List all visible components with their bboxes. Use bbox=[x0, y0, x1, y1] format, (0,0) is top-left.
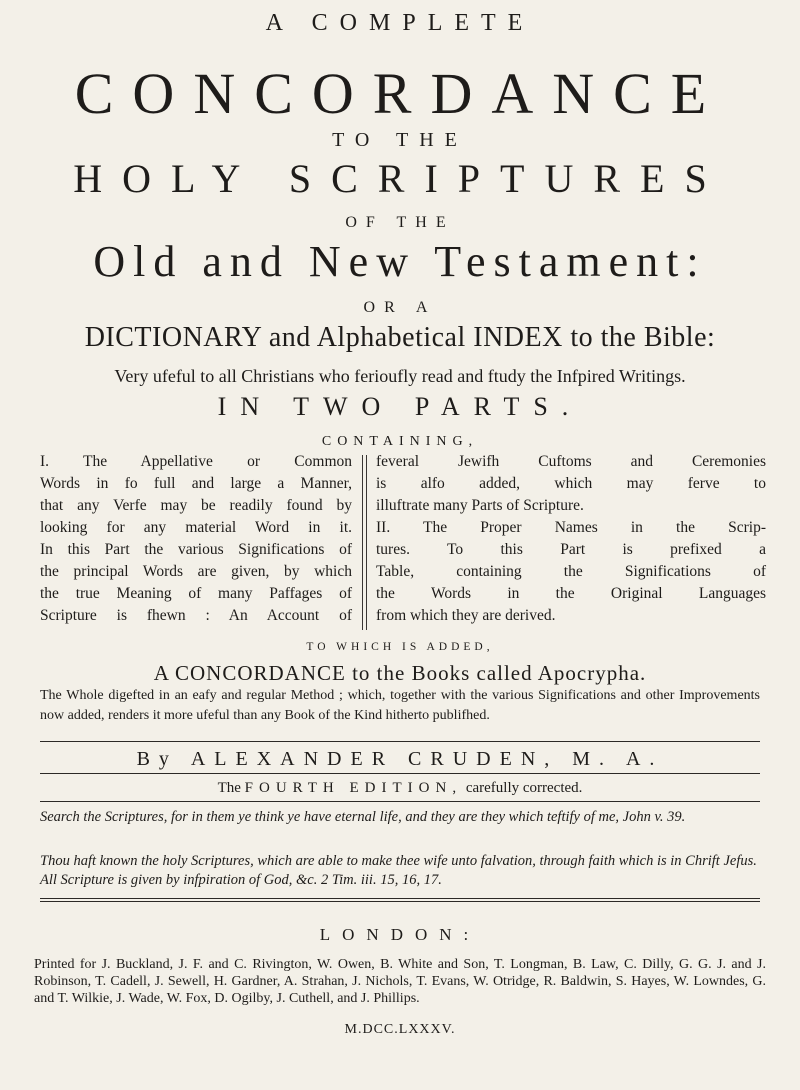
column-line: Scripture is fhewn : An Account of bbox=[40, 607, 352, 624]
column-line: tures. To this Part is prefixed a bbox=[376, 541, 766, 558]
to-the-line: TO THE bbox=[332, 129, 468, 151]
author-rule bbox=[40, 773, 760, 774]
column-divider bbox=[362, 455, 363, 630]
column-line: In this Part the various Significations of bbox=[40, 541, 352, 558]
edition-the: The bbox=[217, 780, 241, 796]
whole-digested-paragraph: The Whole digefted in an eafy and regular Method ; which, together with the various Significations and other Improvements now added, renders it more ufeful than any Book of the Kind hitherto publifhed. bbox=[40, 688, 760, 723]
bottom-rule-double bbox=[40, 901, 760, 902]
part-two-column bbox=[370, 451, 766, 627]
column-line: the principal Words are given, by which bbox=[40, 563, 352, 580]
column-divider bbox=[366, 455, 367, 630]
column-line: II. The Proper Names in the Scrip- bbox=[376, 519, 766, 536]
column-line: the Words in the Original Languages bbox=[376, 585, 766, 602]
useful-to-christians-line: Very ufeful to all Christians who ferioufly read and ftudy the Infpired Writings. bbox=[114, 366, 686, 386]
column-line: is alfo added, which may ferve to bbox=[376, 475, 766, 492]
old-new-testament-heading: Old and New Testament: bbox=[93, 237, 707, 286]
of-the-line: OF THE bbox=[345, 214, 455, 231]
printed-for-paragraph: Printed for J. Buckland, J. F. and C. Rivington, W. Owen, B. White and Son, T. Longman, B. Law, C. Dilly, G. G. J. and J. Robinson, T. Cadell, J. Sewell, H. Gardner, A. Strahan, J. Nichols, T. Evans, W. Otridge, R. Baldwin, S. Hayes, W. Lowndes, G. and T. Wilkie, J. Wade, W. Fox, D. Ogilby, J. Cuthell, and J. Phillips. bbox=[34, 957, 766, 1006]
column-line: I. The Appellative or Common bbox=[40, 453, 352, 470]
edition-corrected: carefully corrected. bbox=[465, 780, 583, 796]
column-line: from which they are derived. bbox=[376, 607, 556, 624]
column-line: feveral Jewifh Cuftoms and Ceremonies bbox=[376, 453, 766, 470]
edition-name: FOURTH EDITION, bbox=[244, 780, 463, 796]
bottom-rule bbox=[40, 898, 760, 899]
or-a-line: OR A bbox=[363, 299, 437, 316]
part-one-column bbox=[40, 451, 362, 627]
apocrypha-concordance-line: A CONCORDANCE to the Books called Apocrypha. bbox=[153, 661, 647, 685]
column-line: Table, containing the Significations of bbox=[376, 563, 766, 580]
epigraph-timothy: Thou haft known the holy Scriptures, which are able to make thee wife unto falvation, through faith which is in Chrift Jefus. All Scripture is given by infpiration of God, &c. 2 Tim. iii. 15, 16, 17. bbox=[40, 853, 757, 888]
column-line: that any Verfe may be readily found by bbox=[40, 497, 352, 514]
edition-line bbox=[0, 780, 800, 797]
column-line: the true Meaning of many Paffages of bbox=[40, 585, 352, 602]
concordance-heading: CONCORDANCE bbox=[74, 61, 726, 126]
containing-line: CONTAINING, bbox=[321, 434, 479, 449]
column-line: Words in fo full and large a Manner, bbox=[40, 475, 352, 492]
a-complete-line: A COMPLETE bbox=[265, 10, 535, 36]
to-which-is-added-line: TO WHICH IS ADDED, bbox=[306, 641, 494, 653]
in-two-parts-heading: IN TWO PARTS. bbox=[217, 392, 583, 421]
column-line: looking for any material Word in it. bbox=[40, 519, 352, 536]
dictionary-heading: DICTIONARY and Alphabetical INDEX to the Bible: bbox=[84, 322, 716, 353]
column-line: illuftrate many Parts of Scripture. bbox=[376, 497, 584, 514]
holy-scriptures-heading: HOLY SCRIPTURES bbox=[73, 156, 727, 201]
imprint-date: M.DCC.LXXXV. bbox=[344, 1022, 456, 1037]
edition-rule bbox=[40, 801, 760, 802]
top-rule bbox=[40, 741, 760, 742]
author-line: By ALEXANDER CRUDEN, M. A. bbox=[136, 748, 664, 770]
epigraph-john: Search the Scriptures, for in them ye think ye have eternal life, and they are they which teftify of me, John v. 39. bbox=[40, 809, 686, 825]
imprint-city: LONDON: bbox=[319, 925, 481, 944]
